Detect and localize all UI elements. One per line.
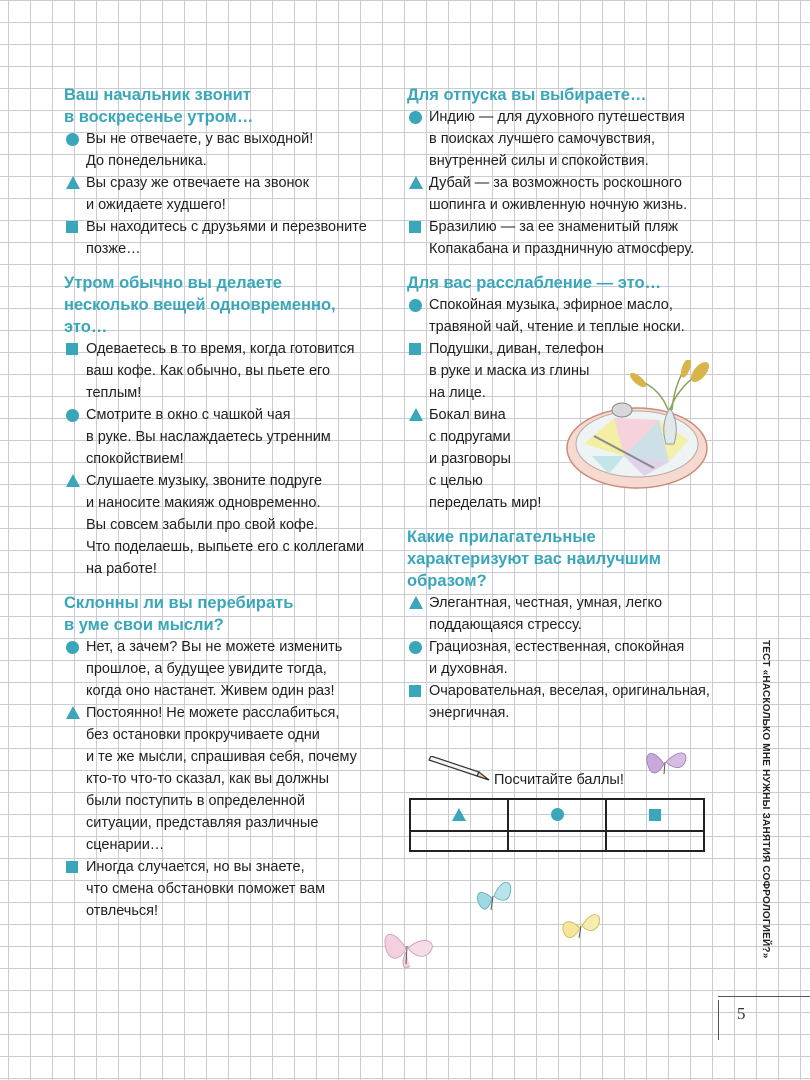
triangle-icon xyxy=(409,176,423,189)
question-block xyxy=(64,84,374,260)
answer-text-line: внутренней силы и спокойствия. xyxy=(429,153,649,169)
question-title-line: в воскресенье утром… xyxy=(64,108,254,126)
answer-option-circle[interactable] xyxy=(64,128,374,172)
triangle-icon xyxy=(66,474,80,487)
answer-text-line: До понедельника. xyxy=(86,153,207,169)
question-title-line: Какие прилагательные xyxy=(407,528,596,546)
answer-text-line: Дубай — за возможность роскошного xyxy=(429,175,682,191)
answer-text-line: в руке. Вы наслаждаетесь утренним xyxy=(86,429,331,445)
circle-icon xyxy=(66,133,79,146)
question-title-line: Ваш начальник звонит xyxy=(64,86,251,104)
answer-option-square[interactable] xyxy=(407,680,710,724)
answer-text-line: с целью xyxy=(429,473,483,489)
question-title xyxy=(64,272,374,338)
answer-text-line: что смена обстановки поможет вам xyxy=(86,881,326,897)
footer-divider-horizontal xyxy=(718,996,810,997)
question-title xyxy=(407,84,707,106)
score-table xyxy=(409,798,705,852)
answer-text-line: прошлое, а будущее увидите тогда, xyxy=(86,661,327,677)
page-number: 5 xyxy=(737,1004,746,1023)
butterfly-purple-icon xyxy=(640,740,692,784)
answer-text-line: и те же мысли, спрашивая себя, почему xyxy=(86,749,357,765)
circle-icon xyxy=(409,641,422,654)
question-block xyxy=(64,272,374,580)
answer-option-circle[interactable] xyxy=(64,636,374,702)
left-column xyxy=(64,84,374,934)
answer-text-line: и наносите макияж одновременно. xyxy=(86,495,321,511)
triangle-icon xyxy=(66,176,80,189)
question-title-line: образом? xyxy=(407,572,487,590)
answer-text-line: шопинга и оживленную ночную жизнь. xyxy=(429,197,688,213)
butterfly-yellow-icon xyxy=(556,904,606,946)
question-title-line: Для отпуска вы выбираете… xyxy=(407,86,647,104)
question-block xyxy=(407,84,707,260)
question-title-line: несколько вещей одновременно, xyxy=(64,296,336,314)
answer-text-line: ситуации, представляя различные xyxy=(86,815,319,831)
score-header-triangle xyxy=(410,799,508,831)
score-header-circle xyxy=(508,799,606,831)
answer-text-line: переделать мир! xyxy=(429,495,542,511)
answer-text-line: Вы совсем забыли про свой кофе. xyxy=(86,517,319,533)
answer-text-line: Нет, а зачем? Вы не можете изменить xyxy=(86,639,343,655)
score-cell-triangle[interactable] xyxy=(410,831,508,851)
answer-text-line: Вы сразу же отвечаете на звонок xyxy=(86,175,309,191)
tray-illustration xyxy=(564,360,714,500)
square-icon xyxy=(66,221,78,233)
answer-text-line: Смотрите в окно с чашкой чая xyxy=(86,407,291,423)
answer-text-line: Вы находитесь с друзьями и перезвоните xyxy=(86,219,367,235)
circle-icon xyxy=(66,409,79,422)
answer-text-line: Одеваетесь в то время, когда готовится xyxy=(86,341,355,357)
question-title xyxy=(64,84,374,128)
square-icon xyxy=(409,221,421,233)
circle-icon xyxy=(551,808,564,821)
question-block xyxy=(64,592,374,922)
question-title-line: Утром обычно вы делаете xyxy=(64,274,282,292)
answer-text-line: поддающаяся стрессу. xyxy=(429,617,582,633)
answer-text-line: Индию — для духовного путешествия xyxy=(429,109,685,125)
butterfly-pink-icon xyxy=(378,920,440,976)
answer-text-line: травяной чай, чтение и теплые носки. xyxy=(429,319,685,335)
circle-icon xyxy=(409,299,422,312)
answer-text-line: Слушаете музыку, звоните подруге xyxy=(86,473,323,489)
circle-icon xyxy=(409,111,422,124)
answer-text-line: на лице. xyxy=(429,385,486,401)
answer-option-circle[interactable] xyxy=(407,106,707,172)
pencil-icon xyxy=(427,756,493,782)
question-title xyxy=(64,592,374,636)
answer-text-line: Постоянно! Не можете расслабиться, xyxy=(86,705,340,721)
answer-text-line: Очаровательная, веселая, оригинальная, xyxy=(429,683,710,699)
answer-text-line: на работе! xyxy=(86,561,157,577)
question-title-line: Склонны ли вы перебирать xyxy=(64,594,294,612)
answer-text-line: были поступить в определенной xyxy=(86,793,305,809)
answer-text-line: с подругами xyxy=(429,429,511,445)
answer-option-square[interactable] xyxy=(407,216,707,260)
answer-option-triangle[interactable] xyxy=(407,172,707,216)
answer-text-line: спокойствием! xyxy=(86,451,184,467)
answer-text-line: Что поделаешь, выпьете его с коллегами xyxy=(86,539,365,555)
question-block xyxy=(407,526,710,724)
question-title-line: Для вас расслабление — это… xyxy=(407,274,662,292)
square-icon xyxy=(409,343,421,355)
answer-option-triangle[interactable] xyxy=(64,470,374,580)
square-icon xyxy=(66,343,78,355)
score-cell-square[interactable] xyxy=(606,831,704,851)
question-title xyxy=(407,272,707,294)
question-title-line: характеризуют вас наилучшим xyxy=(407,550,661,568)
square-icon xyxy=(649,809,661,821)
answer-option-circle[interactable] xyxy=(407,636,707,680)
side-title: ТЕСТ «НАСКОЛЬКО МНЕ НУЖНЫ ЗАНЯТИЯ СОФРОЛОГИЕЙ?» xyxy=(760,640,771,959)
answer-text-line: Подушки, диван, телефон xyxy=(429,341,604,357)
answer-text-line: отвлечься! xyxy=(86,903,159,919)
answer-text-line: позже… xyxy=(86,241,141,257)
answer-text-line: ваш кофе. Как обычно, вы пьете его xyxy=(86,363,331,379)
answer-text-line: теплым! xyxy=(86,385,142,401)
question-title xyxy=(407,526,707,592)
answer-option-triangle[interactable] xyxy=(64,702,374,856)
answer-text-line: без остановки прокручиваете одни xyxy=(86,727,320,743)
answer-option-square[interactable] xyxy=(64,338,374,404)
answer-text-line: Элегантная, честная, умная, легко xyxy=(429,595,663,611)
answer-text-line: Спокойная музыка, эфирное масло, xyxy=(429,297,673,313)
score-header-square xyxy=(606,799,704,831)
answer-option-square[interactable] xyxy=(64,856,374,922)
triangle-icon xyxy=(409,596,423,609)
answer-text-line: Грациозная, естественная, спокойная xyxy=(429,639,685,655)
square-icon xyxy=(66,861,78,873)
answer-text-line: энергичная. xyxy=(429,705,510,721)
butterfly-blue-icon xyxy=(472,874,516,922)
triangle-icon xyxy=(66,706,80,719)
answer-text-line: Бокал вина xyxy=(429,407,506,423)
circle-icon xyxy=(66,641,79,654)
answer-option-circle[interactable] xyxy=(64,404,374,470)
footer-divider-vertical xyxy=(718,1000,719,1040)
answer-text-line: и духовная. xyxy=(429,661,508,677)
answer-option-triangle[interactable] xyxy=(407,592,707,636)
answer-option-square[interactable] xyxy=(64,216,374,260)
triangle-icon xyxy=(409,408,423,421)
answer-text-line: и разговоры xyxy=(429,451,511,467)
question-title-line: в уме свои мысли? xyxy=(64,616,224,634)
square-icon xyxy=(409,685,421,697)
score-cell-circle[interactable] xyxy=(508,831,606,851)
answer-text-line: сценарии… xyxy=(86,837,165,853)
answer-text-line: Бразилию — за ее знаменитый пляж xyxy=(429,219,679,235)
answer-text-line: кто-то что-то сказал, как вы должны xyxy=(86,771,330,787)
answer-text-line: Вы не отвечаете, у вас выходной! xyxy=(86,131,314,147)
answer-text-line: когда оно настанет. Живем один раз! xyxy=(86,683,335,699)
answer-text-line: и ожидаете худшего! xyxy=(86,197,226,213)
triangle-icon xyxy=(452,808,466,821)
answer-option-triangle[interactable] xyxy=(64,172,374,216)
answer-text-line: в поисках лучшего самочувствия, xyxy=(429,131,655,147)
answer-text-line: Копакабана и праздничную атмосферу. xyxy=(429,241,695,257)
answer-text-line: в руке и маска из глины xyxy=(429,363,590,379)
answer-text-line: Иногда случается, но вы знаете, xyxy=(86,859,305,875)
question-title-line: это… xyxy=(64,318,108,336)
answer-option-circle[interactable] xyxy=(407,294,707,338)
score-label: Посчитайте баллы! xyxy=(494,772,624,788)
